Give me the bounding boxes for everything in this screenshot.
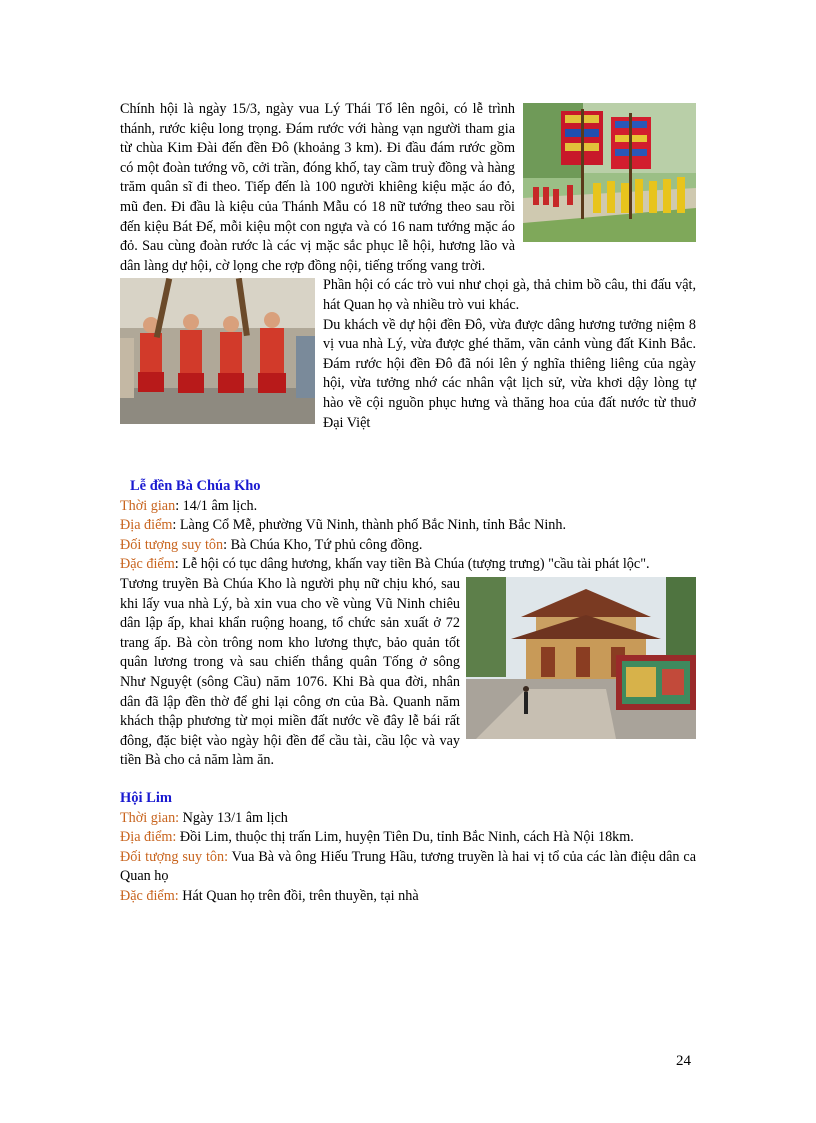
time-label: Thời gian <box>120 497 176 514</box>
feature-line <box>120 555 696 575</box>
feature-value: Hát Quan họ trên đồi, trên thuyền, tại nhà <box>178 887 419 904</box>
worship-line <box>120 848 696 887</box>
worship-value: Vua Bà và ông Hiếu Trung Hầu, tương truyền là hai vị tổ của các làn điệu dân ca Quan họ <box>120 848 696 885</box>
page-number: 24 <box>676 1053 691 1069</box>
time-line <box>120 497 696 517</box>
festival-games-text: Phần hội có các trò vui như chọi gà, thả chim bồ câu, thi đấu vật, hát Quan họ và nhiều trò vui khác. <box>323 277 696 313</box>
time-value: : 14/1 âm lịch. <box>175 497 258 514</box>
procession-flags-photo <box>523 103 696 242</box>
time-line <box>120 809 696 829</box>
section-title-text: Hội Lim <box>120 790 172 806</box>
page-content <box>120 100 696 907</box>
wrestlers-photo <box>120 278 315 424</box>
worship-value: : Bà Chúa Kho, Tứ phủ công đồng. <box>223 536 423 553</box>
place-label: Địa điểm <box>120 517 173 534</box>
visitor-significance-text: Du khách về dự hội đền Đô, vừa được dâng hương tưởng niệm 8 vị vua nhà Lý, vừa được ghé thăm, vãn cảnh vùng đất Kinh Bắc. Đám rước hội đền Đô đã nói lên ý nghĩa thiêng liêng của ngày hội, vừa tưởng nhớ các nhân vật lịch sử, vừa khơi dậy lòng tự hào về cội nguồn phục hưng và thăng hoa của đất nước từ thuở Đại Việt <box>323 316 696 431</box>
place-line <box>120 828 696 848</box>
worship-label: Đối tượng suy tôn: <box>120 848 229 865</box>
feature-value: : Lễ hội có tục dâng hương, khấn vay tiền Bà Chúa (tượng trưng) "cầu tài phát lộc". <box>174 556 650 573</box>
temple-photo <box>466 577 696 739</box>
legend-story: Tương truyền Bà Chúa Kho là người phụ nữ chịu khó, sau khi lấy vua nhà Lý, bà xin vua cho về vùng Vũ Ninh chiêu dân lập ấp, khai khẩn ruộng hoang, tổ chức sản xuất ở 72 trang ấp. Bà còn trông nom kho lương thực, bảo quản tốt quân lương trong và sau chiến thắng quân Tống ở sông Như Nguyệt (sông Cầu) năm 1076. Khi Bà qua đời, nhân dân đã lập đền thờ để ghi lại công ơn của Bà. Quanh năm khách thập phương từ mọi miền đất nước về đây lễ bái rất đông, đặc biệt vào ngày hội đền để cầu tài, cầu lộc và vay tiền Bà cho cả năm làm ăn. <box>120 576 460 769</box>
section-title-text: Lễ đền Bà Chúa Kho <box>130 478 261 495</box>
time-label: Thời gian: <box>120 809 180 826</box>
procession-description: Chính hội là ngày 15/3, ngày vua Lý Thái Tổ lên ngôi, có lễ trình thánh, rước kiệu long trọng. Đám rước với hàng vạn người tham gia từ chùa Kim Đài đến đền Đô (khoảng 3 km). Đi đầu đám rước gồm có một đoàn tướng võ, cởi trần, đóng khố, tay cầm truỳ đồng và hàng trăm quân sĩ đi theo. Tiếp đến là 100 người khiêng kiệu mặc áo đỏ, mũ đen. Đi đầu là kiệu của Thánh Mẫu có 18 nữ tướng theo sau rồi đến kiệu Bát Đế, mỗi kiệu một con ngựa và có 16 nam tướng mặc áo đỏ. Sau cùng đoàn rước là các vị mặc sắc phục lễ hội, hương lão và dân làng dự hội, cờ lọng che rợp đồng nội, tiếng trống vang trời. <box>120 101 515 274</box>
place-value: : Làng Cổ Mễ, phường Vũ Ninh, thành phố Bắc Ninh, tỉnh Bắc Ninh. <box>172 517 567 534</box>
place-label: Địa điểm: <box>120 829 177 846</box>
time-value: Ngày 13/1 âm lịch <box>179 809 288 826</box>
section-title-hoi-lim <box>120 789 696 809</box>
section-title-ba-chua-kho <box>120 477 696 497</box>
worship-line <box>120 536 696 556</box>
place-value: Đồi Lim, thuộc thị trấn Lim, huyện Tiên Du, tỉnh Bắc Ninh, cách Hà Nội 18km. <box>176 829 634 846</box>
feature-line <box>120 887 696 907</box>
feature-label: Đặc điểm <box>120 556 175 573</box>
feature-label: Đặc điểm: <box>120 887 179 904</box>
worship-label: Đối tượng suy tôn <box>120 536 224 553</box>
place-line <box>120 516 696 536</box>
